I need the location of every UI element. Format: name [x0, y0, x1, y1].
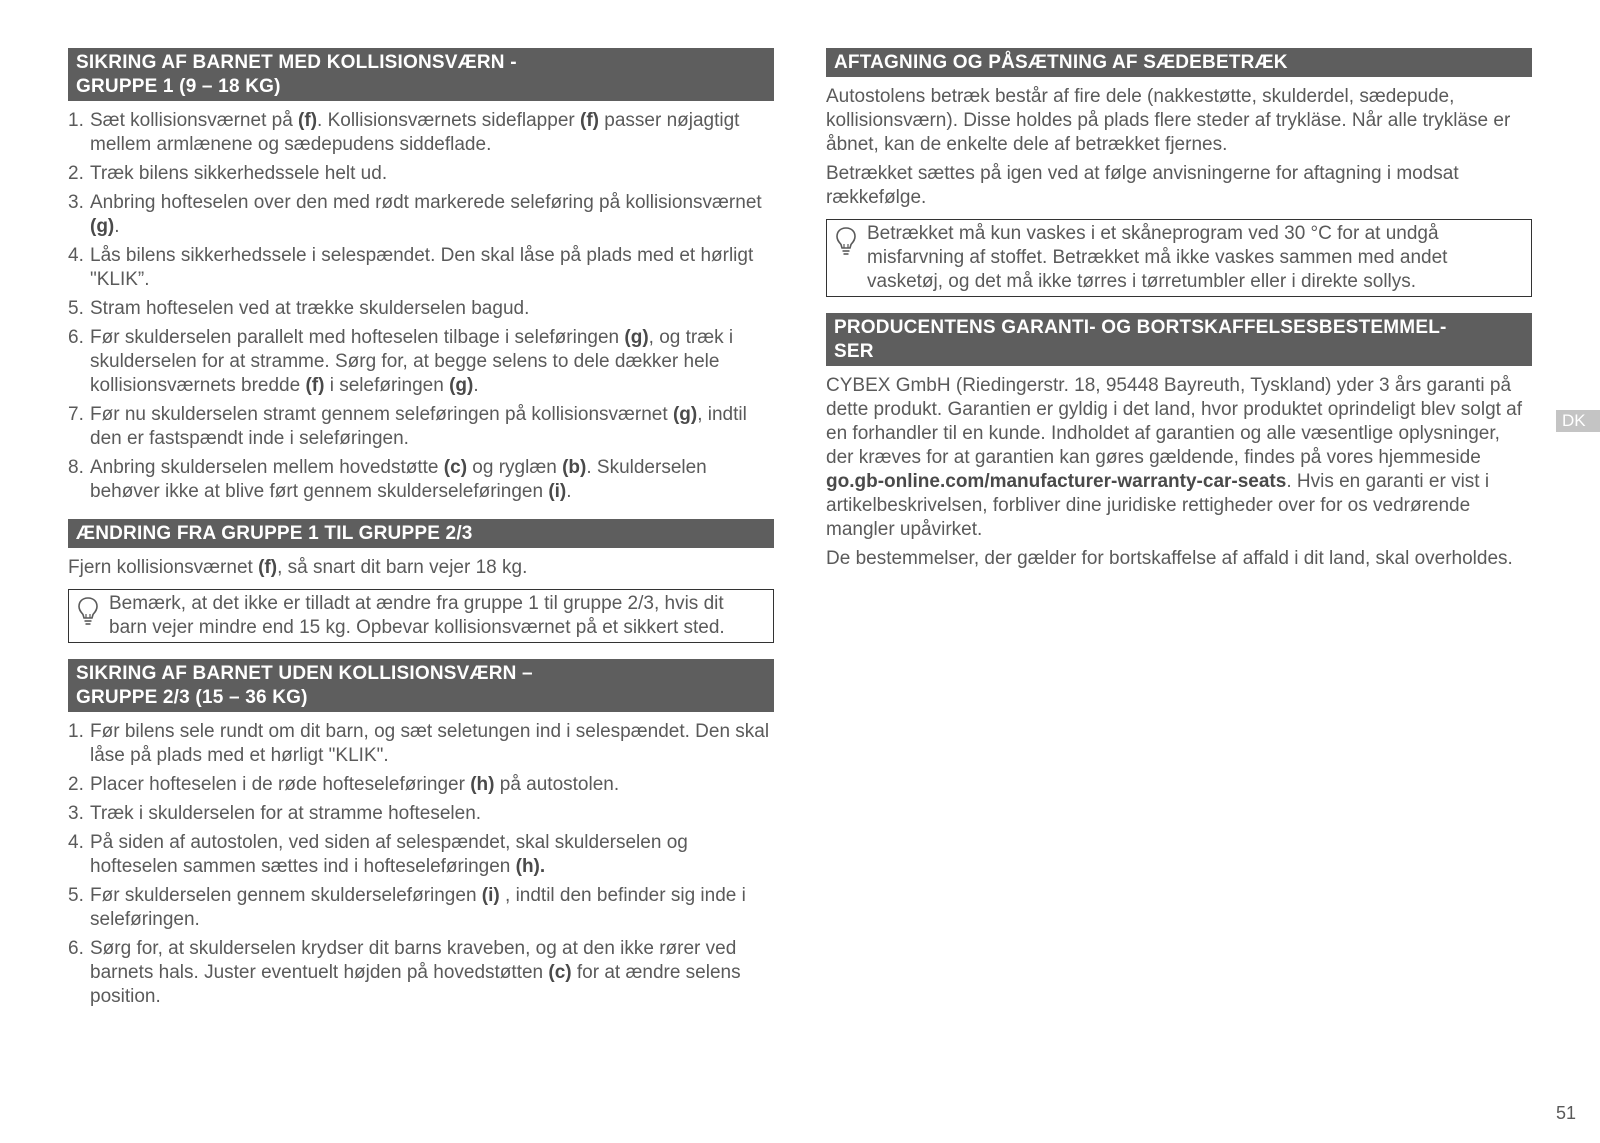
language-tab: DK [1556, 410, 1600, 432]
list-item: 4. Lås bilens sikkerhedssele i selespændet. Den skal låse på plads med et hørligt "KLIK”. [68, 245, 754, 290]
list-item: 5. Stram hofteselen ved at trække skulderselen bagud. [68, 298, 530, 319]
list-item: 7. Før nu skulderselen stramt gennem seleføringen på kollisionsværnet (g), indtil den er fastspændt inde i seleføringen. [68, 404, 747, 449]
section-heading-group1: SIKRING AF BARNET MED KOLLISIONSVÆRN - GRUPPE 1 (9 – 18 KG) [68, 48, 774, 101]
list-item: 8. Anbring skulderselen mellem hovedstøtte (c) og ryglæn (b). Skulderselen behøver ikke at blive ført gennem skulderseleføringen (i). [68, 457, 707, 502]
list-item: 2. Placer hofteselen i de røde hofteseleføringer (h) på autostolen. [68, 774, 620, 795]
seat-cover-text-1: Autostolens betræk består af fire dele (nakkestøtte, skulderdel, sædepude, kollisionsværn). Disse holdes på plads flere steder af trykläse. Når alle trykläse er åbnet, kan de enkelte dele af betrækket fjernes. [826, 86, 1511, 155]
section-heading-group23: SIKRING AF BARNET UDEN KOLLISIONSVÆRN – GRUPPE 2/3 (15 – 36 KG) [68, 659, 774, 712]
note-box-change-group [68, 589, 774, 643]
warranty-url: go.gb-online.com/manufacturer-warranty-car-seats [826, 471, 1287, 492]
page-number: 51 [1556, 1103, 1577, 1123]
note-box-washing [826, 219, 1532, 297]
list-item: 2. Træk bilens sikkerhedssele helt ud. [68, 163, 388, 184]
change-group-text: Fjern kollisionsværnet (f), så snart dit barn vejer 18 kg. [68, 557, 528, 578]
list-item: 4. På siden af autostolen, ved siden af selespændet, skal skulderselen og hofteselen sammen sættes ind i hofteseleføringen (h). [68, 832, 688, 877]
seat-cover-text-2: Betrækket sættes på igen ved at følge anvisningerne for aftagning i modsat rækkefølge. [826, 163, 1459, 208]
list-item: 3. Anbring hofteselen over den med rødt markerede seleføring på kollisionsværnet (g). [68, 192, 762, 237]
group23-steps [68, 720, 774, 1009]
note-text: Bemærk, at det ikke er tilladt at ændre fra gruppe 1 til gruppe 2/3, hvis dit barn vejer mindre end 15 kg. Opbevar kollisionsværnet på et sikkert sted. [109, 593, 725, 638]
list-item: 1. Sæt kollisionsværnet på (f). Kollisionsværnets sideflapper (f) passer nøjagtigt mellem armlænene og sædepudens siddeflade. [68, 110, 740, 155]
disposal-text: De bestemmelser, der gælder for bortskaffelse af affald i dit land, skal overholdes. [826, 548, 1513, 569]
section-heading-seat-cover: AFTAGNING OG PÅSÆTNING AF SÆDEBETRÆK [826, 48, 1532, 77]
section-heading-warranty: PRODUCENTENS GARANTI- OG BORTSKAFFELSESBESTEMMEL- SER [826, 313, 1532, 366]
list-item: 6. Sørg for, at skulderselen krydser dit barns kraveben, og at den ikke rører ved barnets hals. Juster eventuelt højden på hovedstøtten (c) for at ændre selens position. [68, 938, 741, 1007]
note-text: Betrækket må kun vaskes i et skåneprogram ved 30 °C for at undgå misfarvning af stoffet. Betrækket må ikke vaskes sammen med andet vasketøj, og det må ikke tørres i tørretumbler eller i direkte sollys. [867, 223, 1448, 292]
list-item: 1. Før bilens sele rundt om dit barn, og sæt seletungen ind i selespændet. Den skal låse på plads med et hørligt "KLIK". [68, 721, 770, 766]
lightbulb-icon [835, 226, 857, 258]
list-item: 6. Før skulderselen parallelt med hofteselen tilbage i seleføringen (g), og træk i skulderselen for at stramme. Sørg for, at begge selens to dele dækker hele kollisionsværnets bredde (f) i seleføringen (g). [68, 327, 734, 396]
warranty-text: CYBEX GmbH (Riedingerstr. 18, 95448 Bayreuth, Tyskland) yder 3 års garanti på dette produkt. Garantien er gyldig i det land, hvor produktet oprindeligt blev solgt af en forhandler til en kunde. Indholdet af garantien og alle væsentlige oplysninger, der kræves for at garantien kan gøres gældende, findes på vores hjemmeside go.gb-online.com/manufacturer-warranty-car-seats. Hvis en garanti er vist i artikelbeskrivelsen, forbliver dine juridiske rettigheder over for os vedrørende mangler upåvirket. [826, 375, 1523, 540]
right-column [826, 48, 1532, 571]
list-item: 3. Træk i skulderselen for at stramme hofteselen. [68, 803, 482, 824]
list-item: 5. Før skulderselen gennem skulderseleføringen (i) , indtil den befinder sig inde i seleføringen. [68, 885, 746, 930]
lightbulb-icon [77, 596, 99, 628]
group1-steps [68, 109, 774, 504]
section-heading-change-group: ÆNDRING FRA GRUPPE 1 TIL GRUPPE 2/3 [68, 519, 774, 548]
left-column [68, 48, 774, 1014]
